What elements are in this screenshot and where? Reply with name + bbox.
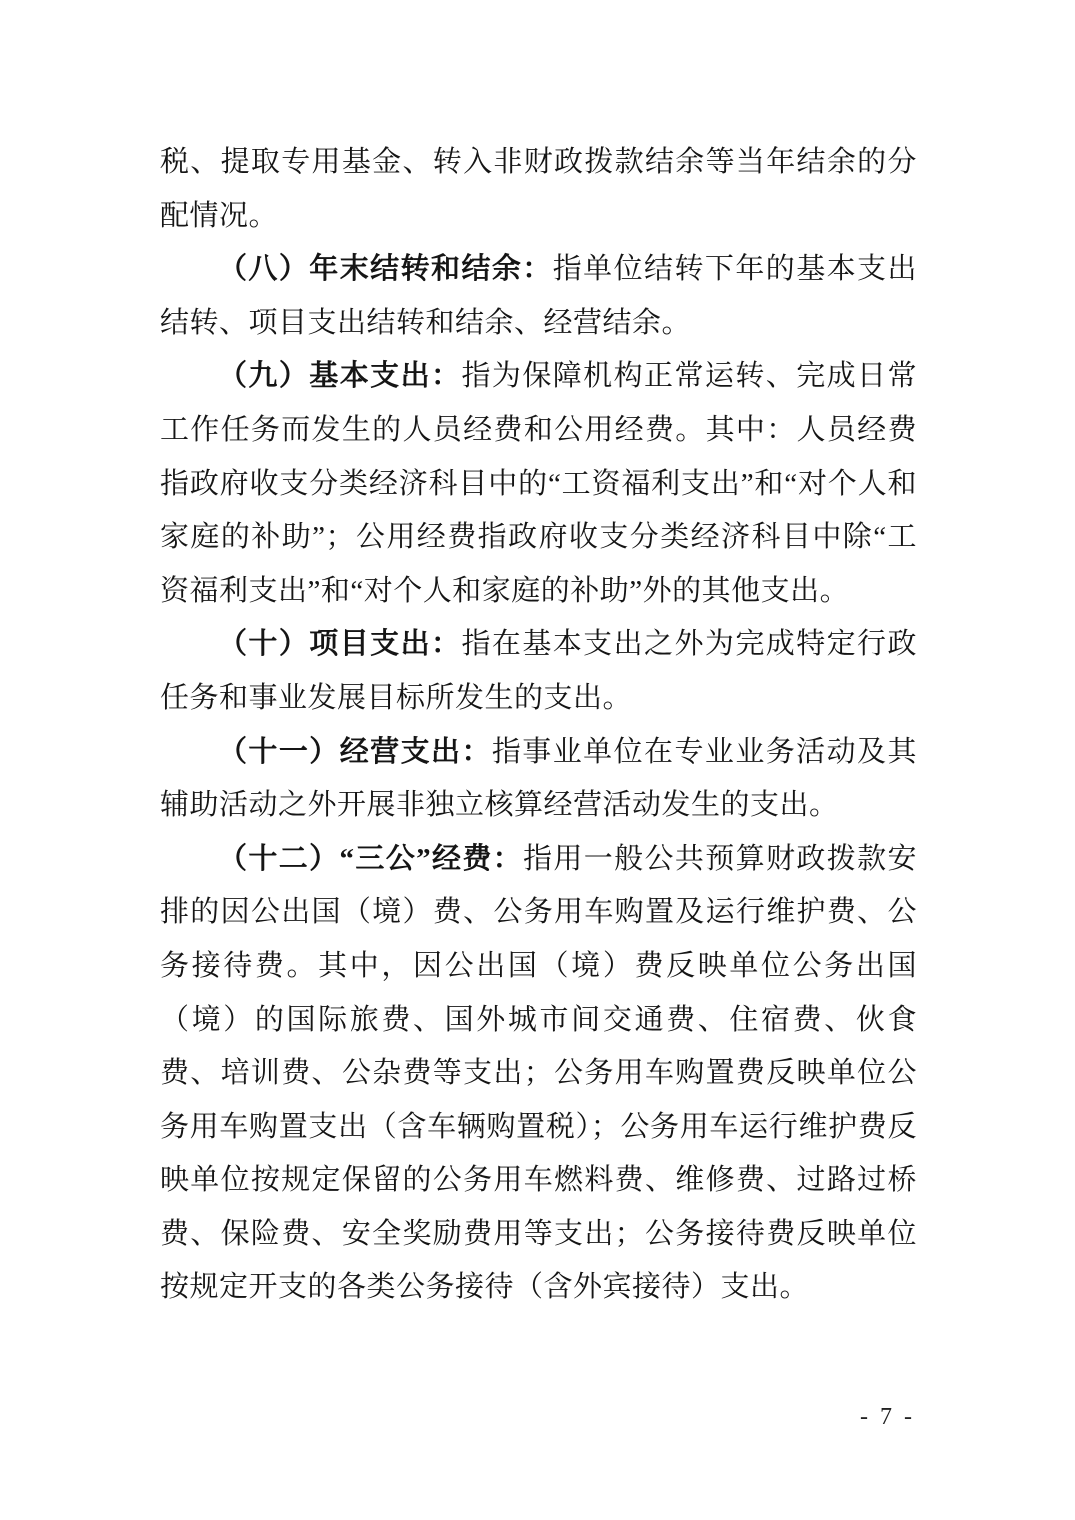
paragraph [160,726,917,833]
page-number: - 7 - [860,1404,915,1430]
paragraph [160,350,917,618]
paragraph-body: 指单位结转下年的基本支出结转、项目支出结转和结余、经营结余。 [160,253,917,339]
paragraph-body: 指在基本支出之外为完成特定行政任务和事业发展目标所发生的支出。 [160,628,917,714]
paragraph [160,833,917,1315]
paragraph-heading: （十一）经营支出： [218,735,492,768]
document-body [160,136,917,1315]
paragraph-heading: （九）基本支出： [218,360,462,393]
paragraph-body: 指为保障机构正常运转、完成日常工作任务而发生的人员经费和公用经费。其中：人员经费指政府收支分类经济科目中的“工资福利支出”和“对个人和家庭的补助”；公用经费指政府收支分类经济科目中除“工资福利支出”和“对个人和家庭的补助”外的其他支出。 [160,360,917,607]
paragraph-heading: （十二）“三公”经费： [218,842,524,875]
paragraph-body: 税、提取专用基金、转入非财政拨款结余等当年结余的分配情况。 [160,146,917,232]
paragraph [160,618,917,725]
paragraph-body: 指事业单位在专业业务活动及其辅助活动之外开展非独立核算经营活动发生的支出。 [160,735,917,822]
paragraph [160,136,917,243]
paragraph-heading: （八）年末结转和结余： [218,253,553,286]
paragraph-heading: （十）项目支出： [218,628,462,661]
paragraph [160,243,917,350]
paragraph-body: 指用一般公共预算财政拨款安排的因公出国（境）费、公务用车购置及运行维护费、公务接待费。其中，因公出国（境）费反映单位公务出国（境）的国际旅费、国外城市间交通费、住宿费、伙食费、培训费、公杂费等支出；公务用车购置费反映单位公务用车购置支出（含车辆购置税）；公务用车运行维护费反映单位按规定保留的公务用车燃料费、维修费、过路过桥费、保险费、安全奖励费用等支出；公务接待费反映单位按规定开支的各类公务接待（含外宾接待）支出。 [160,842,917,1304]
